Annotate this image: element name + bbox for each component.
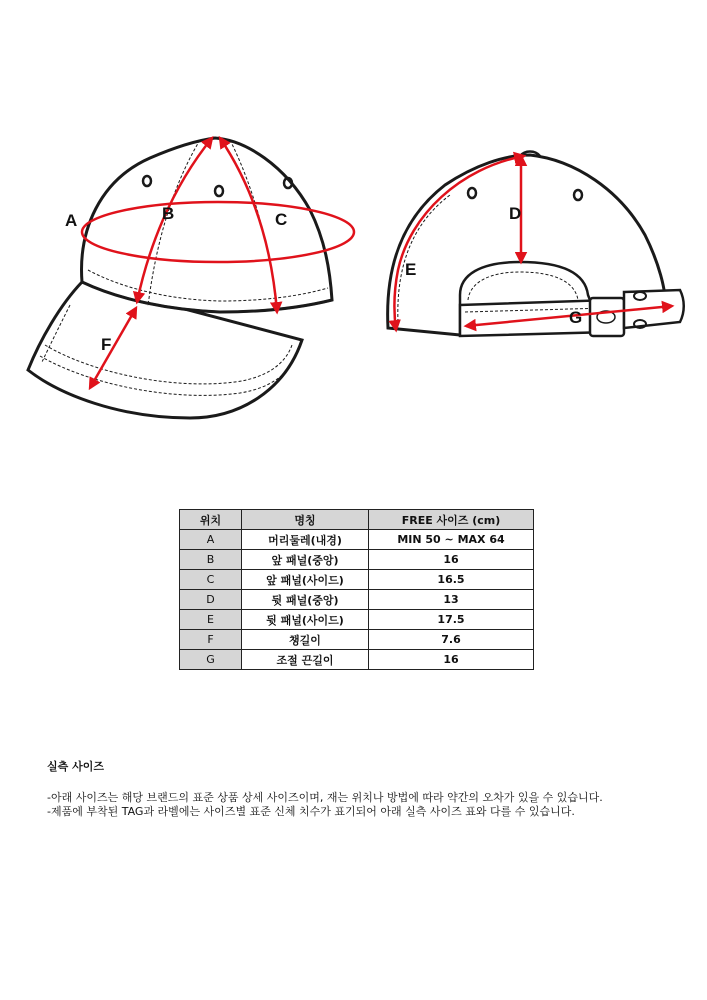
row-name: 앞 패널(사이드) <box>242 570 369 590</box>
table-row <box>180 610 534 630</box>
row-size: 17.5 <box>369 610 534 630</box>
table-row <box>180 550 534 570</box>
row-name: 조절 끈길이 <box>242 650 369 670</box>
row-name: 뒷 패널(사이드) <box>242 610 369 630</box>
notes-line: -제품에 부착된 TAG과 라벨에는 사이즈별 표준 신체 치수가 표기되어 아래 실측 사이즈 표와 다를 수 있습니다. <box>47 805 575 818</box>
row-position: F <box>180 630 242 650</box>
label-b: B <box>162 204 175 223</box>
table-row <box>180 570 534 590</box>
notes-title: 실측 사이즈 <box>47 760 104 773</box>
label-c: C <box>275 210 288 229</box>
row-size: 16 <box>369 650 534 670</box>
row-size: 16.5 <box>369 570 534 590</box>
row-name: 뒷 패널(중앙) <box>242 590 369 610</box>
row-size: 13 <box>369 590 534 610</box>
label-g: G <box>569 308 583 327</box>
header-name: 명칭 <box>242 510 369 530</box>
row-size: 7.6 <box>369 630 534 650</box>
row-name: 머리둘레(내경) <box>242 530 369 550</box>
row-position: E <box>180 610 242 630</box>
front-cap-drawing <box>28 138 332 418</box>
table-row <box>180 650 534 670</box>
label-d: D <box>509 204 522 223</box>
table-header-row <box>180 510 534 530</box>
header-position: 위치 <box>180 510 242 530</box>
row-position: B <box>180 550 242 570</box>
row-name: 앞 패널(중앙) <box>242 550 369 570</box>
label-e: E <box>405 260 417 279</box>
label-f: F <box>101 335 112 354</box>
row-position: C <box>180 570 242 590</box>
size-notes <box>47 760 687 819</box>
row-size: MIN 50 ~ MAX 64 <box>369 530 534 550</box>
cap-measurement-diagram <box>0 0 707 460</box>
row-position: G <box>180 650 242 670</box>
header-free-size: FREE 사이즈 (cm) <box>369 510 534 530</box>
table-row <box>180 530 534 550</box>
table-row <box>180 590 534 610</box>
row-position: D <box>180 590 242 610</box>
label-a: A <box>65 211 78 230</box>
row-name: 챙길이 <box>242 630 369 650</box>
size-table <box>179 509 534 670</box>
row-size: 16 <box>369 550 534 570</box>
row-position: A <box>180 530 242 550</box>
notes-line: -아래 사이즈는 해당 브랜드의 표준 상품 상세 사이즈이며, 재는 위치나 방법에 따라 약간의 오차가 있을 수 있습니다. <box>47 791 603 804</box>
table-row <box>180 630 534 650</box>
